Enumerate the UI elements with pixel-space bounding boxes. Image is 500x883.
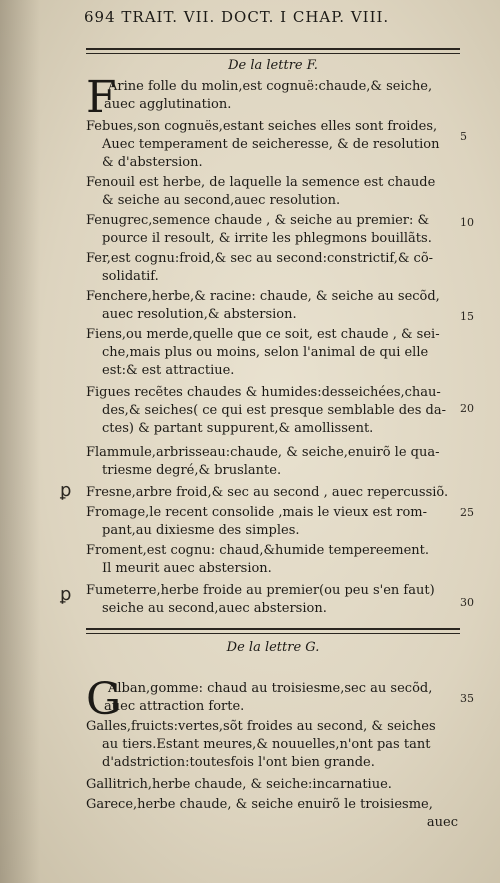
entry-line: pource il resoult, & irrite les phlegmons bouillãts. xyxy=(102,231,432,246)
entry-fenchere xyxy=(86,288,462,324)
binding-shadow xyxy=(0,0,40,883)
entry-flammule xyxy=(86,444,462,480)
entry-line: auec agglutination. xyxy=(104,97,232,112)
entry-figues xyxy=(86,384,462,438)
entry-line: Fiens,ou merde,quelle que ce soit, est chaude , & sei- xyxy=(86,327,440,342)
entry-line: Froment,est cognu: chaud,&humide tempereement. xyxy=(86,543,430,558)
entry-line: Febues,son cognuës,estant seiches elles sont froides, xyxy=(86,119,438,134)
section-title-g: De la lettre G. xyxy=(226,640,320,655)
entry-galles xyxy=(86,718,462,772)
line-number: 20 xyxy=(460,402,474,415)
entry-line: Arine folle du molin,est cognuë:chaude,& seiche, xyxy=(108,79,433,94)
entry-fumeterre xyxy=(86,582,462,618)
entry-line: Fenugrec,semence chaude , & seiche au premier: & xyxy=(86,213,430,228)
entry-line: triesme degré,& bruslante. xyxy=(102,463,282,478)
entry-line: d'adstriction:toutesfois l'ont bien grande. xyxy=(102,755,375,770)
entry-line: des,& seiches( ce qui est presque semblable des da- xyxy=(102,403,447,418)
entry-line: Fresne,arbre froid,& sec au second , auec repercussiõ. xyxy=(86,485,449,500)
entry-farine xyxy=(86,72,462,123)
entry-line: auec attraction forte. xyxy=(104,699,245,714)
entry-line: pant,au dixiesme des simples. xyxy=(102,523,300,538)
entry-line: Il meurit auec abstersion. xyxy=(102,561,272,576)
margin-mark: ꝑ xyxy=(60,584,72,605)
line-number: 35 xyxy=(460,692,474,705)
line-number: 15 xyxy=(460,310,474,323)
entry-line: Galles,fruicts:vertes,sõt froides au second, & seiches xyxy=(86,719,436,734)
entry-line: est:& est attractiue. xyxy=(102,363,235,378)
entry-line: Fenouil est herbe, de laquelle la semence est chaude xyxy=(86,175,436,190)
catchword: auec xyxy=(426,815,458,830)
running-header: 694 TRAIT. VII. DOCT. I CHAP. VIII. xyxy=(84,8,390,26)
entry-line: Flammule,arbrisseau:chaude, & seiche,enuirõ le qua- xyxy=(86,445,440,460)
entry-line: Garece,herbe chaude, & seiche enuirõ le troisiesme, xyxy=(86,797,433,812)
entry-froment xyxy=(86,542,462,578)
entry-line: & seiche au second,auec resolution. xyxy=(102,193,341,208)
entry-fromage xyxy=(86,504,462,540)
rule-top xyxy=(86,48,460,54)
rule-middle xyxy=(86,628,460,634)
entry-fresne xyxy=(86,484,462,502)
line-number: 5 xyxy=(460,130,467,143)
line-number: 25 xyxy=(460,506,474,519)
entry-line: che,mais plus ou moins, selon l'animal de qui elle xyxy=(102,345,429,360)
entry-line: auec resolution,& abstersion. xyxy=(102,307,297,322)
entry-fenugrec xyxy=(86,212,462,248)
entry-line: Fumeterre,herbe froide au premier(ou peu s'en faut) xyxy=(86,583,435,598)
entry-fer xyxy=(86,250,462,286)
drop-cap-f: F xyxy=(86,72,117,123)
entry-line: seiche au second,auec abstersion. xyxy=(102,601,327,616)
entry-fiens xyxy=(86,326,462,380)
entry-galban xyxy=(86,674,462,725)
entry-line: Fenchere,herbe,& racine: chaude, & seiche au secõd, xyxy=(86,289,440,304)
entry-fenouil xyxy=(86,174,462,210)
entry-gallitrich xyxy=(86,776,462,794)
line-number: 10 xyxy=(460,216,474,229)
entry-line: ctes) & partant suppurent,& amollissent. xyxy=(102,421,374,436)
entry-line: Figues recẽtes chaudes & humides:desseichées,chau- xyxy=(86,385,441,400)
entry-line: Gallitrich,herbe chaude, & seiche:incarnatiue. xyxy=(86,777,392,792)
entry-line: Fer,est cognu:froid,& sec au second:constrictif,& cõ- xyxy=(86,251,434,266)
line-number: 30 xyxy=(460,596,474,609)
entry-line: au tiers.Estant meures,& nouuelles,n'ont pas tant xyxy=(102,737,431,752)
entry-line: & d'abstersion. xyxy=(102,155,203,170)
entry-febues xyxy=(86,118,462,172)
entry-line: solidatif. xyxy=(102,269,159,284)
entry-line: Auec temperament de seicheresse, & de resolution xyxy=(102,137,440,152)
margin-mark: ꝑ xyxy=(60,480,72,501)
drop-cap-g: G xyxy=(86,674,122,725)
entry-garece xyxy=(86,796,462,832)
section-title-f: De la lettre F. xyxy=(228,58,318,73)
entry-line: Fromage,le recent consolide ,mais le vieux est rom- xyxy=(86,505,427,520)
entry-line: Alban,gomme: chaud au troisiesme,sec au secõd, xyxy=(108,681,433,696)
